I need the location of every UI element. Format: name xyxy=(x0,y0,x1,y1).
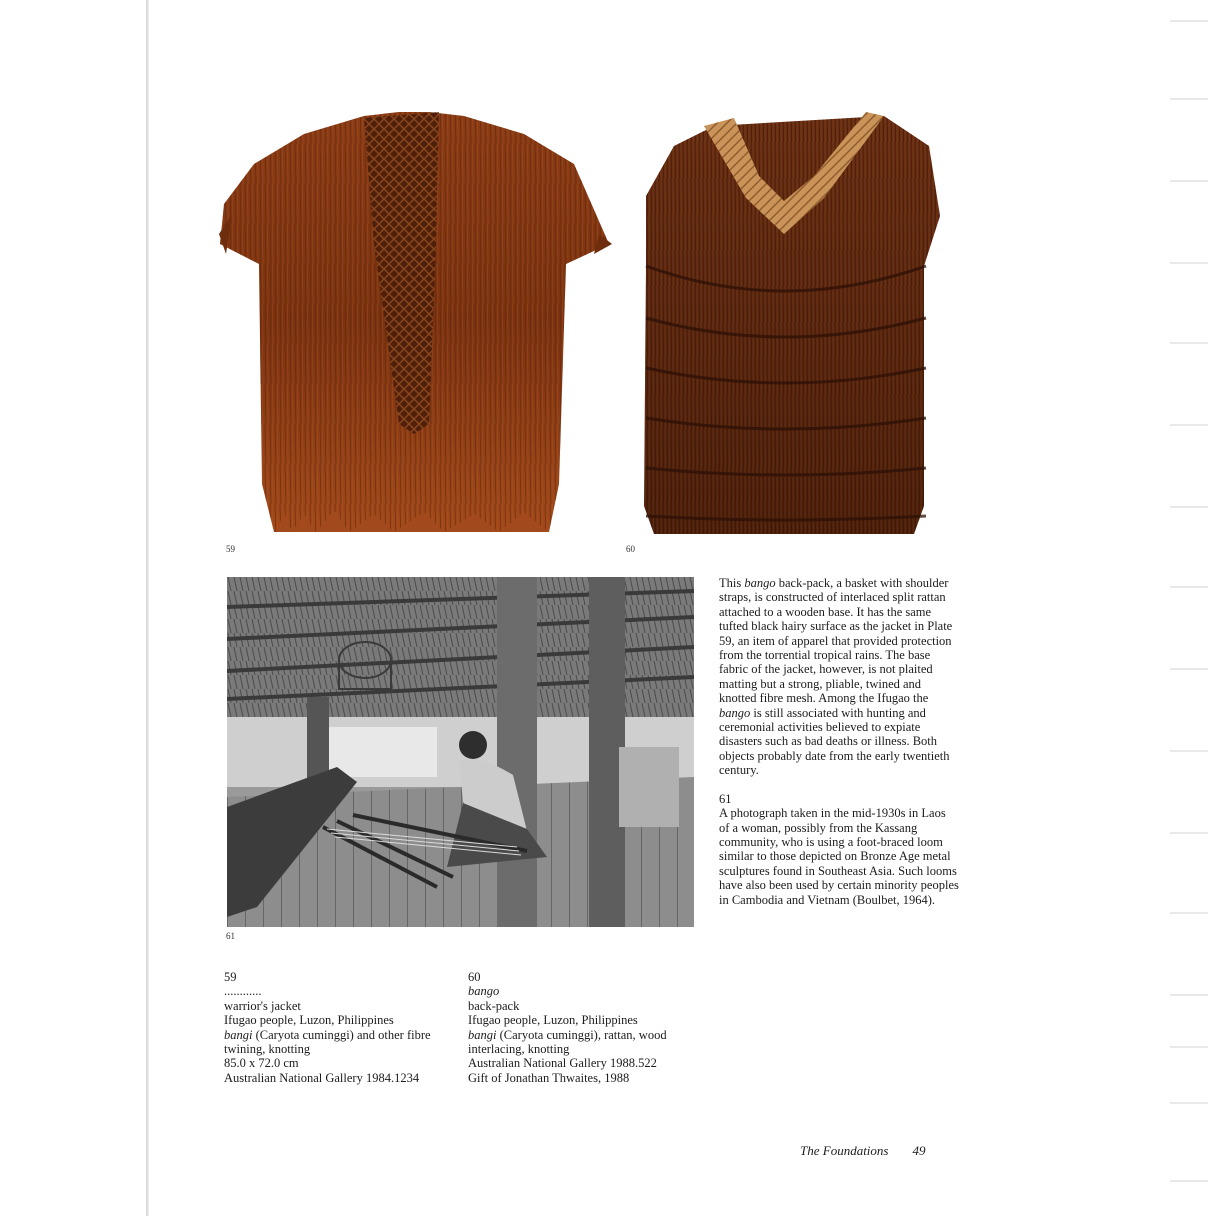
page-number: 49 xyxy=(912,1143,926,1158)
catalogue-number: 60 xyxy=(468,970,481,984)
catalogue-technique: twining, knotting xyxy=(224,1042,311,1057)
figure-number-59: 59 xyxy=(226,544,235,554)
page-edge-marks xyxy=(1156,0,1216,1216)
catalogue-collection: Australian National Gallery 1984.1234 xyxy=(224,1070,420,1085)
catalogue-people: Ifugao people, Luzon, Philippines xyxy=(224,1013,394,1028)
catalogue-size: 85.0 x 72.0 cm xyxy=(224,1056,299,1071)
plate-60-backpack-photo xyxy=(634,106,944,538)
essay-paragraph-60: This bango back-pack, a basket with shoulder straps, is constructed of interlaced split rattan attached to a wooden base. It has the same tufted black hairy surface as the jacket in Plate 59, an item of apparel that provided protection from the torrential tropical rains. The base fabric of the jacket, however, is not plaited matting but a strong, pliable, twined and knotted fibre mesh. Among the Ifugao the bango is still associated with hunting and ceremonial activities believed to expiate disasters such as bad deaths or illness. Both objects probably date from the early twentieth century. xyxy=(719,576,953,778)
catalogue-technique: interlacing, knotting xyxy=(468,1042,570,1057)
page-spine-shadow xyxy=(146,0,149,1216)
running-footer xyxy=(800,1143,925,1159)
catalogue-collection: Australian National Gallery 1988.522 xyxy=(468,1056,657,1071)
catalogue-object: warrior's jacket xyxy=(224,998,301,1013)
plate-59-jacket-photo xyxy=(214,104,614,536)
catalogue-title: bango xyxy=(468,984,500,999)
catalogue-number: 59 xyxy=(224,970,237,984)
figure-number-60: 60 xyxy=(626,544,635,554)
catalogue-entry-60 xyxy=(468,970,693,1085)
catalogue-title: ............ xyxy=(224,984,262,999)
catalogue-entry-59 xyxy=(224,970,449,1085)
catalogue-people: Ifugao people, Luzon, Philippines xyxy=(468,1013,638,1028)
figure-number-61: 61 xyxy=(226,931,235,941)
essay-text xyxy=(719,576,959,921)
running-section-title: The Foundations xyxy=(800,1143,889,1158)
catalogue-gift: Gift of Jonathan Thwaites, 1988 xyxy=(468,1070,630,1085)
catalogue-material: bangi (Caryota cuminggi) and other fibre xyxy=(224,1027,431,1042)
catalogue-material: bangi (Caryota cuminggi), rattan, wood xyxy=(468,1027,667,1042)
plate-61-loom-photograph xyxy=(227,577,694,927)
essay-paragraph-61: 61 A photograph taken in the mid-1930s in Laos of a woman, possibly from the Kassang community, who is using a foot-braced loom similar to those depicted on Bronze Age metal sculptures found in Southeast Asia. Such looms have also been used by certain minority peoples in Cambodia and Vietnam (Boulbet, 1964). xyxy=(719,791,959,907)
essay-plate-number: 61 xyxy=(719,791,732,806)
catalogue-object: back-pack xyxy=(468,998,520,1013)
